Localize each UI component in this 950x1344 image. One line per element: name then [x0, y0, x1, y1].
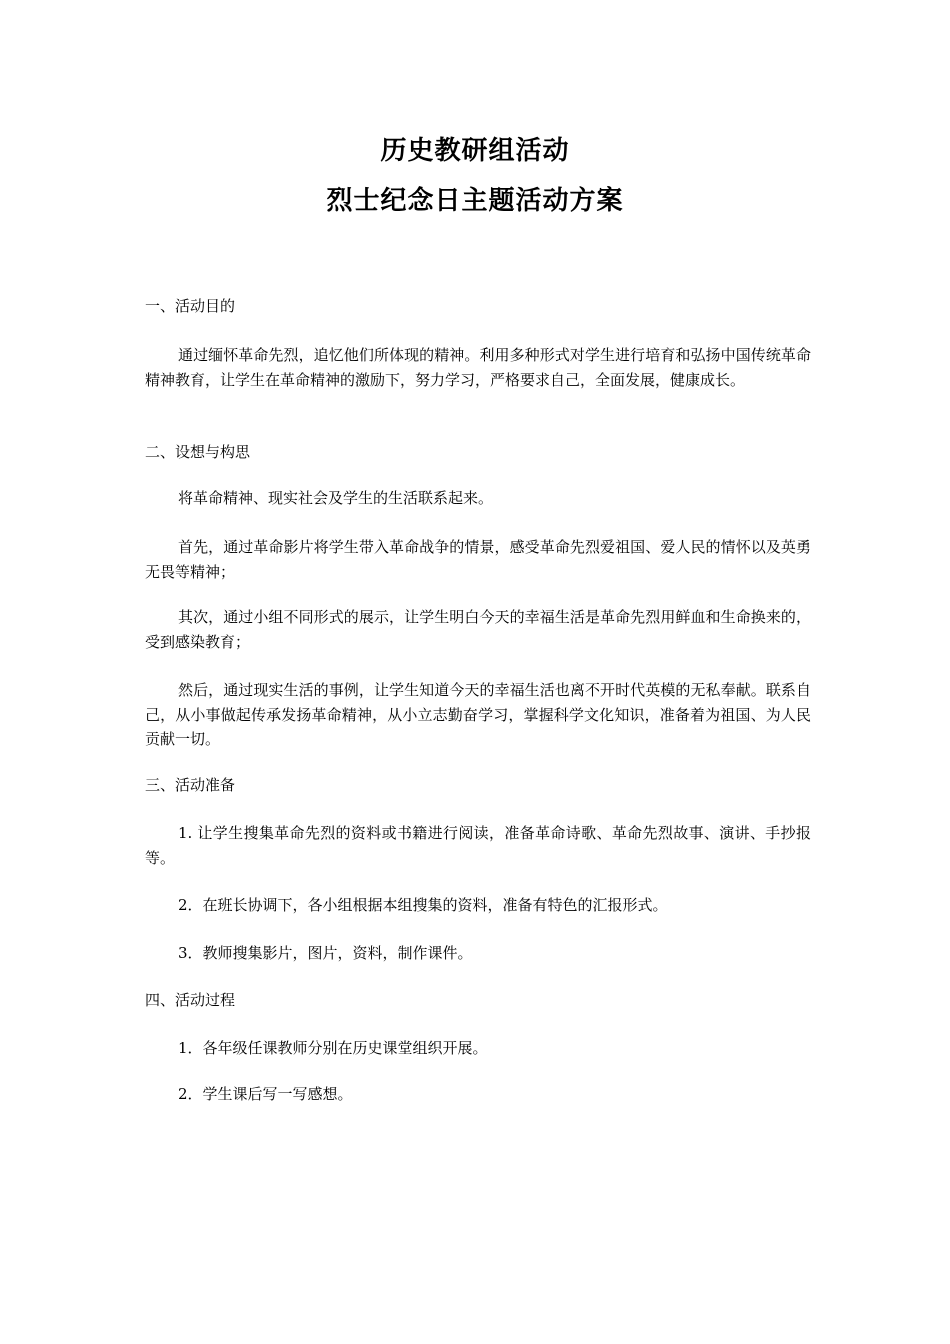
- section-heading-preparation: 三、活动准备: [145, 776, 236, 794]
- section-heading-process: 四、活动过程: [145, 991, 236, 1009]
- paragraph: 其次，通过小组不同形式的展示，让学生明白今天的幸福生活是革命先烈用鲜血和生命换来的，受到感染教育；: [145, 608, 811, 651]
- document-subtitle: 烈士纪念日主题活动方案: [326, 186, 624, 216]
- document-title: 历史教研组活动: [380, 136, 570, 166]
- paragraph: 将革命精神、现实社会及学生的生活联系起来。: [178, 489, 494, 507]
- section-heading-concept: 二、设想与构思: [145, 443, 251, 461]
- paragraph: 首先，通过革命影片将学生带入革命战争的情景，感受革命先烈爱祖国、爱人民的情怀以及英勇无畏等精神；: [145, 538, 811, 581]
- paragraph: 3．教师搜集影片，图片，资料，制作课件。: [178, 944, 473, 962]
- paragraph: 2．在班长协调下，各小组根据本组搜集的资料，准备有特色的汇报形式。: [178, 896, 668, 914]
- paragraph: 然后，通过现实生活的事例，让学生知道今天的幸福生活也离不开时代英模的无私奉献。联系自己，从小事做起传承发扬革命精神，从小立志勤奋学习，掌握科学文化知识，准备着为祖国、为人民贡献一切。: [145, 681, 811, 748]
- paragraph: 通过缅怀革命先烈，追忆他们所体现的精神。利用多种形式对学生进行培育和弘扬中国传统革命精神教育，让学生在革命精神的激励下，努力学习，严格要求自己，全面发展，健康成长。: [145, 346, 811, 389]
- section-heading-purpose: 一、活动目的: [145, 297, 236, 315]
- paragraph: 1. 让学生搜集革命先烈的资料或书籍进行阅读，准备革命诗歌、革命先烈故事、演讲、手抄报等。: [145, 824, 811, 867]
- paragraph: 2．学生课后写一写感想。: [178, 1085, 353, 1103]
- paragraph: 1．各年级任课教师分别在历史课堂组织开展。: [178, 1039, 488, 1057]
